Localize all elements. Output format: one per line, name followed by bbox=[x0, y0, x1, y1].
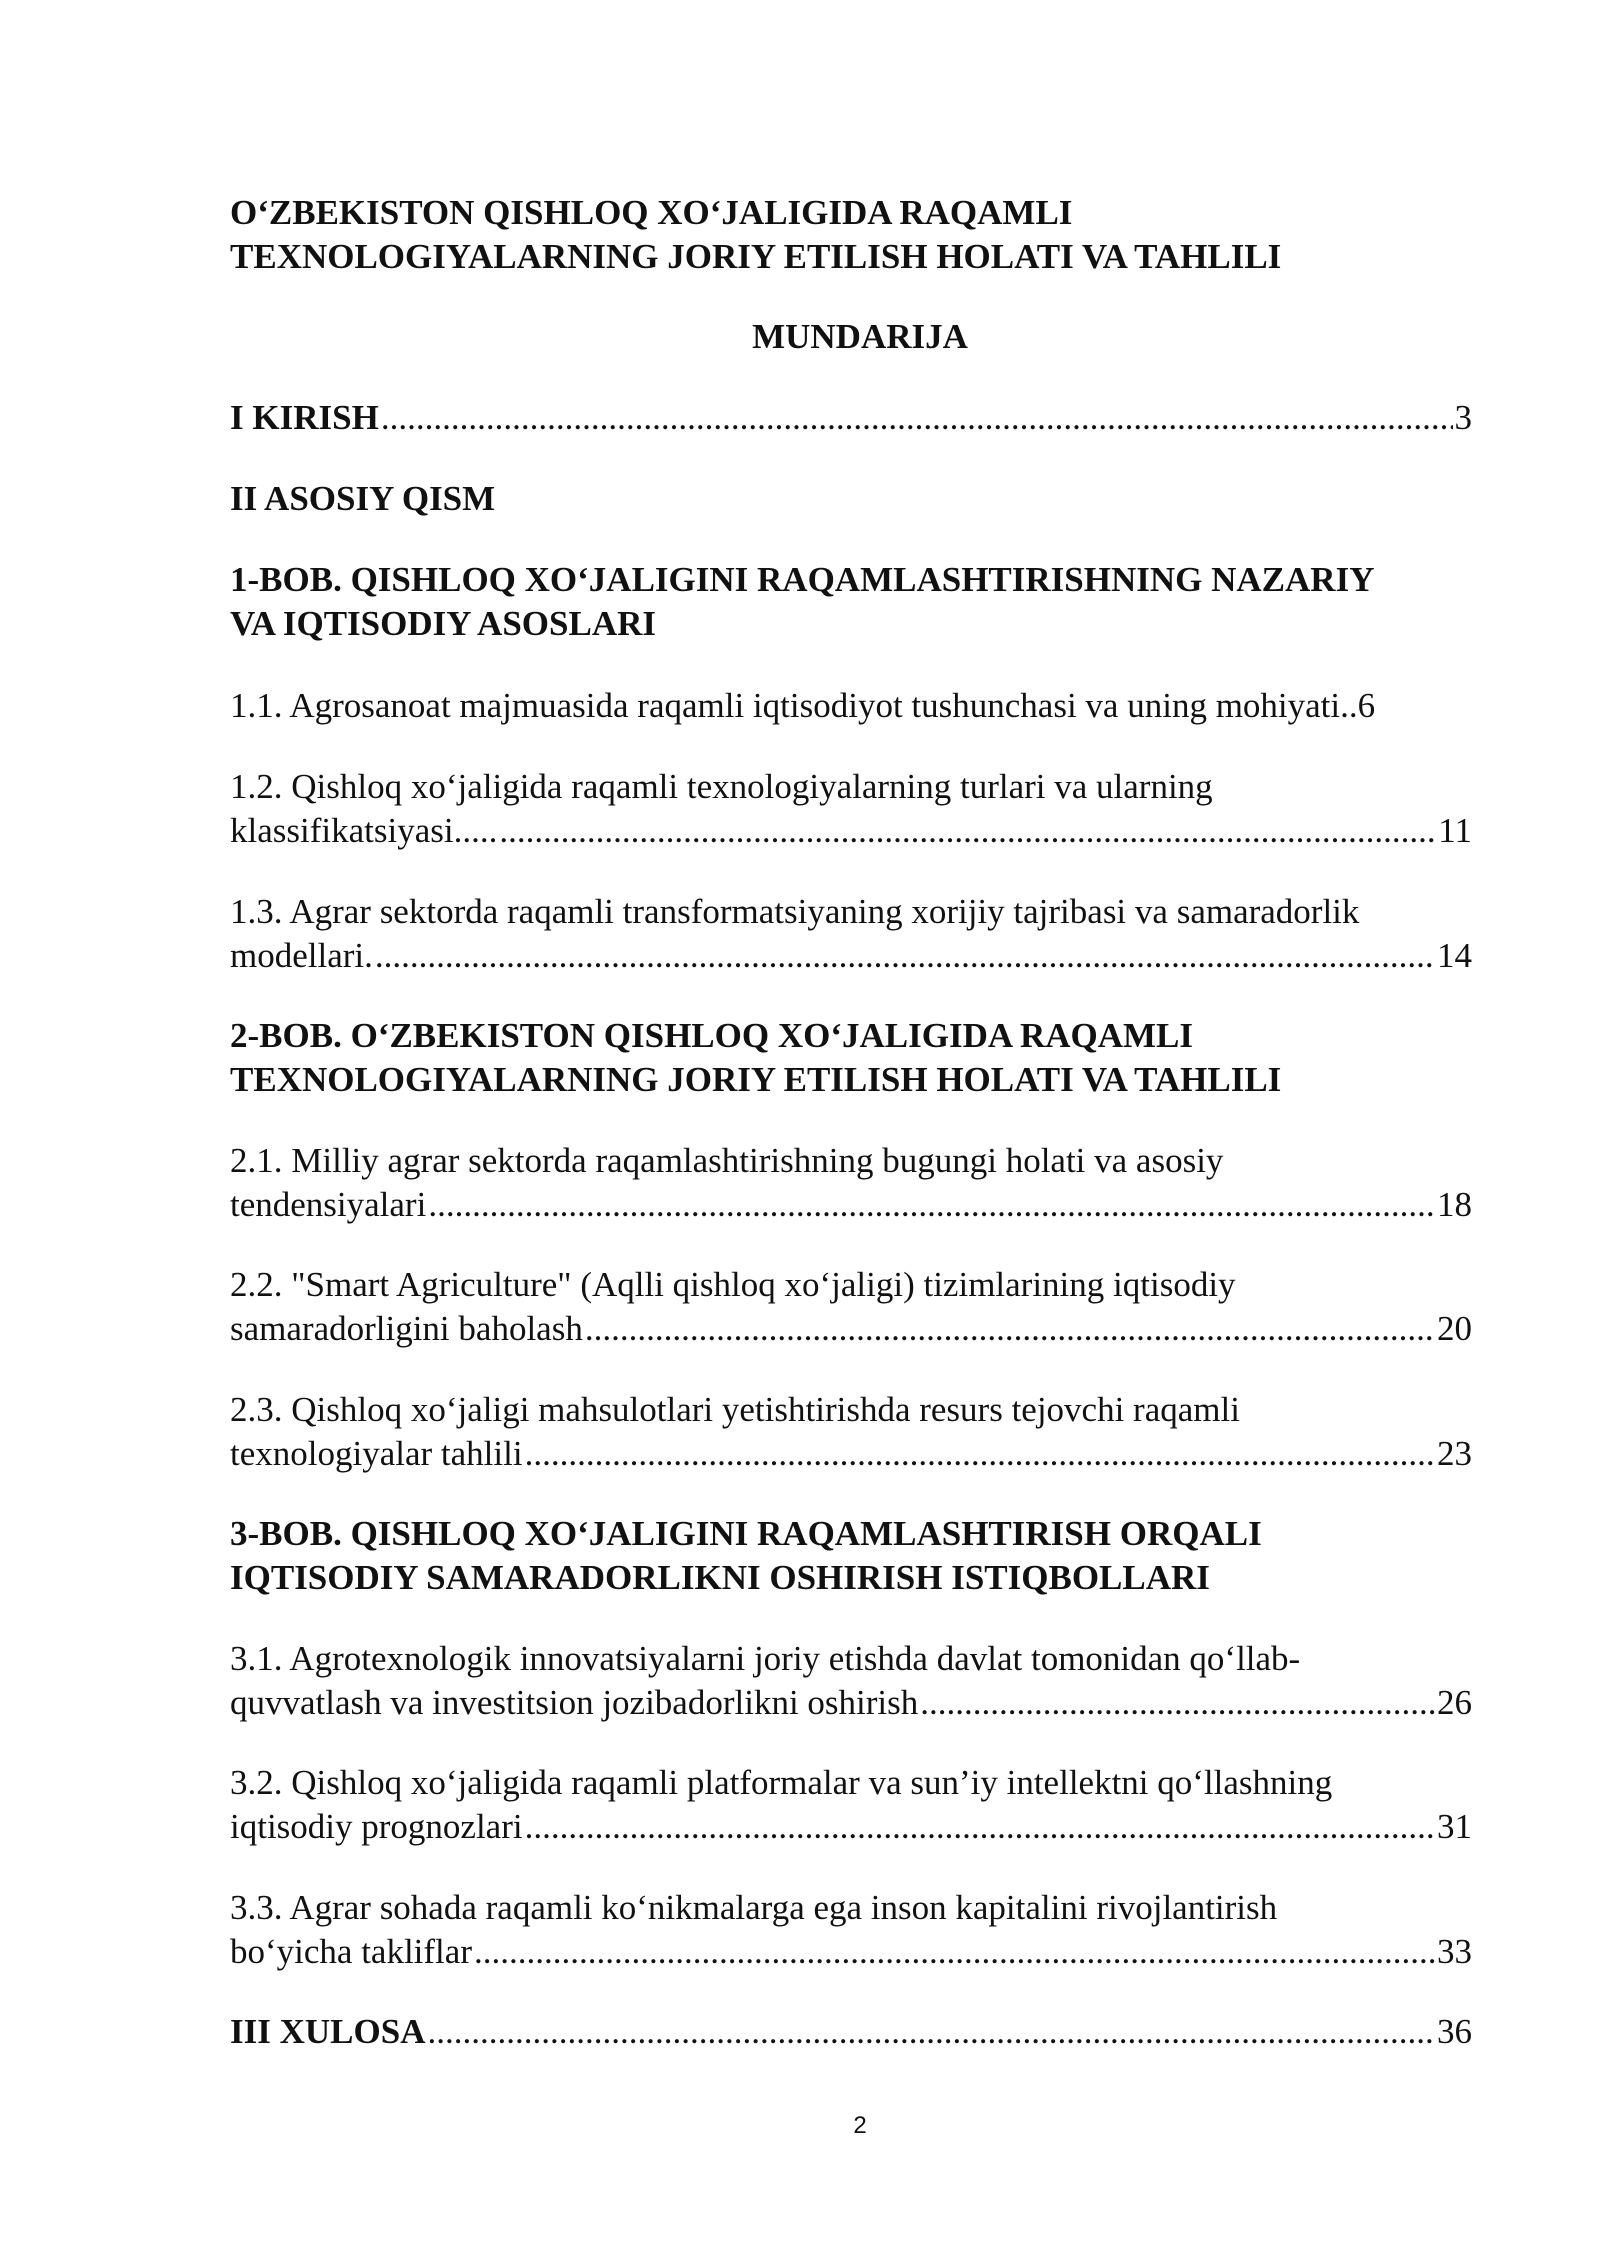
chapter-title-line-2: TEXNOLOGIYALARNING JORIY ETILISH HOLATI VA TAHLILI bbox=[230, 1060, 1282, 1099]
toc-entry-text-cont: texnologiyalar tahlili bbox=[230, 1434, 523, 1473]
toc-page-number: 23 bbox=[1437, 1434, 1472, 1473]
leader-dots bbox=[474, 1930, 1435, 1974]
page-number: 2 bbox=[853, 2112, 867, 2139]
leader-dots bbox=[499, 809, 1436, 853]
toc-entry-3-2[interactable] bbox=[230, 1761, 1472, 1849]
toc-page-number: 33 bbox=[1437, 1932, 1472, 1971]
toc-entry-text: 3.3. Agrar sohada raqamli ko‘nikmalarga ega inson kapitalini rivojlantirish bbox=[230, 1888, 1278, 1927]
toc-entry-label: I KIRISH bbox=[230, 398, 379, 437]
chapter-title-line-1: 3-BOB. QISHLOQ XO‘JALIGINI RAQAMLASHTIRISH ORQALI bbox=[230, 1514, 1262, 1553]
toc-entry-2-3[interactable] bbox=[230, 1388, 1472, 1476]
chapter-title-line-1: 1-BOB. QISHLOQ XO‘JALIGINI RAQAMLASHTIRISHNING NAZARIY bbox=[230, 560, 1375, 599]
leader-dots bbox=[525, 1432, 1435, 1476]
toc-page-number: 26 bbox=[1437, 1683, 1472, 1722]
toc-entry-text: 1.2. Qishloq xo‘jaligida raqamli texnologiyalarning turlari va ularning bbox=[230, 767, 1213, 806]
toc-entry-text: 3.1. Agrotexnologik innovatsiyalarni joriy etishda davlat tomonidan qo‘llab- bbox=[230, 1639, 1301, 1678]
title-line-2: TEXNOLOGIYALARNING JORIY ETILISH HOLATI VA TAHLILI bbox=[230, 237, 1282, 276]
toc-entry-text: 1.3. Agrar sektorda raqamli transformatsiyaning xorijiy tajribasi va samaradorlik bbox=[230, 892, 1360, 931]
toc-page-number: 14 bbox=[1437, 936, 1472, 975]
toc-page-number: 6 bbox=[1357, 686, 1376, 725]
leader-dots bbox=[920, 1681, 1435, 1725]
toc-entry-1-2[interactable] bbox=[230, 765, 1472, 853]
toc-entry-conclusion[interactable] bbox=[230, 2010, 1472, 2054]
leader-dots bbox=[427, 2010, 1435, 2054]
toc-entry-text-cont: samaradorligini baholash bbox=[230, 1309, 583, 1348]
chapter-title-line-1: 2-BOB. O‘ZBEKISTON QISHLOQ XO‘JALIGIDA RAQAMLI bbox=[230, 1016, 1193, 1055]
leader-dots bbox=[428, 1183, 1435, 1227]
toc-entry-text: 3.2. Qishloq xo‘jaligida raqamli platformalar va sun’iy intellektni qo‘llashning bbox=[230, 1763, 1333, 1802]
toc-page-number: 36 bbox=[1437, 2012, 1472, 2051]
toc-entry-text-cont: modellari. bbox=[230, 936, 373, 975]
toc-entry-text: 2.2. "Smart Agriculture" (Aqlli qishloq xo‘jaligi) tizimlarining iqtisodiy bbox=[230, 1265, 1236, 1304]
leader-dots bbox=[375, 934, 1435, 978]
toc-entry-3-3[interactable] bbox=[230, 1886, 1472, 1974]
toc-entry-text-cont: bo‘yicha takliflar bbox=[230, 1932, 472, 1971]
toc-chapter-1[interactable] bbox=[230, 558, 1472, 646]
toc-entry-text-cont: iqtisodiy prognozlari bbox=[230, 1807, 523, 1846]
toc-part-main: II ASOSIY QISM bbox=[230, 479, 496, 518]
toc-entry-2-1[interactable] bbox=[230, 1139, 1472, 1227]
leader-dots bbox=[381, 396, 1453, 440]
toc-entry-2-2[interactable] bbox=[230, 1263, 1472, 1351]
toc-chapter-3[interactable] bbox=[230, 1512, 1472, 1600]
document-title bbox=[230, 191, 1470, 279]
contents-heading: MUNDARIJA bbox=[752, 317, 968, 356]
leader-dots bbox=[585, 1307, 1435, 1351]
toc-chapter-2[interactable] bbox=[230, 1014, 1472, 1102]
toc-page-number: 31 bbox=[1437, 1807, 1472, 1846]
chapter-title-line-2: VA IQTISODIY ASOSLARI bbox=[230, 604, 656, 643]
toc-entry-intro[interactable] bbox=[230, 396, 1472, 440]
toc-entry-text: 2.3. Qishloq xo‘jaligi mahsulotlari yetishtirishda resurs tejovchi raqamli bbox=[230, 1390, 1240, 1429]
toc-entry-text: 1.1. Agrosanoat majmuasida raqamli iqtisodiyot tushunchasi va uning mohiyati.. bbox=[230, 686, 1358, 725]
toc-page-number: 20 bbox=[1437, 1309, 1472, 1348]
toc-page-number: 18 bbox=[1437, 1185, 1472, 1224]
leader-dots bbox=[525, 1805, 1435, 1849]
toc-entry-1-3[interactable] bbox=[230, 890, 1472, 978]
toc-entry-3-1[interactable] bbox=[230, 1637, 1472, 1725]
toc-entry-1-1[interactable] bbox=[230, 684, 1472, 728]
chapter-title-line-2: IQTISODIY SAMARADORLIKNI OSHIRISH ISTIQBOLLARI bbox=[230, 1558, 1210, 1597]
toc-page-number: 11 bbox=[1438, 811, 1472, 850]
toc-page-number: 3 bbox=[1454, 398, 1472, 437]
toc-entry-label: III XULOSA bbox=[230, 2012, 426, 2051]
toc-entry-text-cont: tendensiyalari bbox=[230, 1185, 427, 1224]
toc-entry-text-cont: klassifikatsiyasi..... bbox=[230, 811, 498, 850]
toc-entry-text-cont: quvvatlash va investitsion jozibadorlikni oshirish bbox=[230, 1683, 919, 1722]
title-line-1: O‘ZBEKISTON QISHLOQ XO‘JALIGIDA RAQAMLI bbox=[230, 193, 1073, 232]
toc-entry-text: 2.1. Milliy agrar sektorda raqamlashtirishning bugungi holati va asosiy bbox=[230, 1141, 1224, 1180]
